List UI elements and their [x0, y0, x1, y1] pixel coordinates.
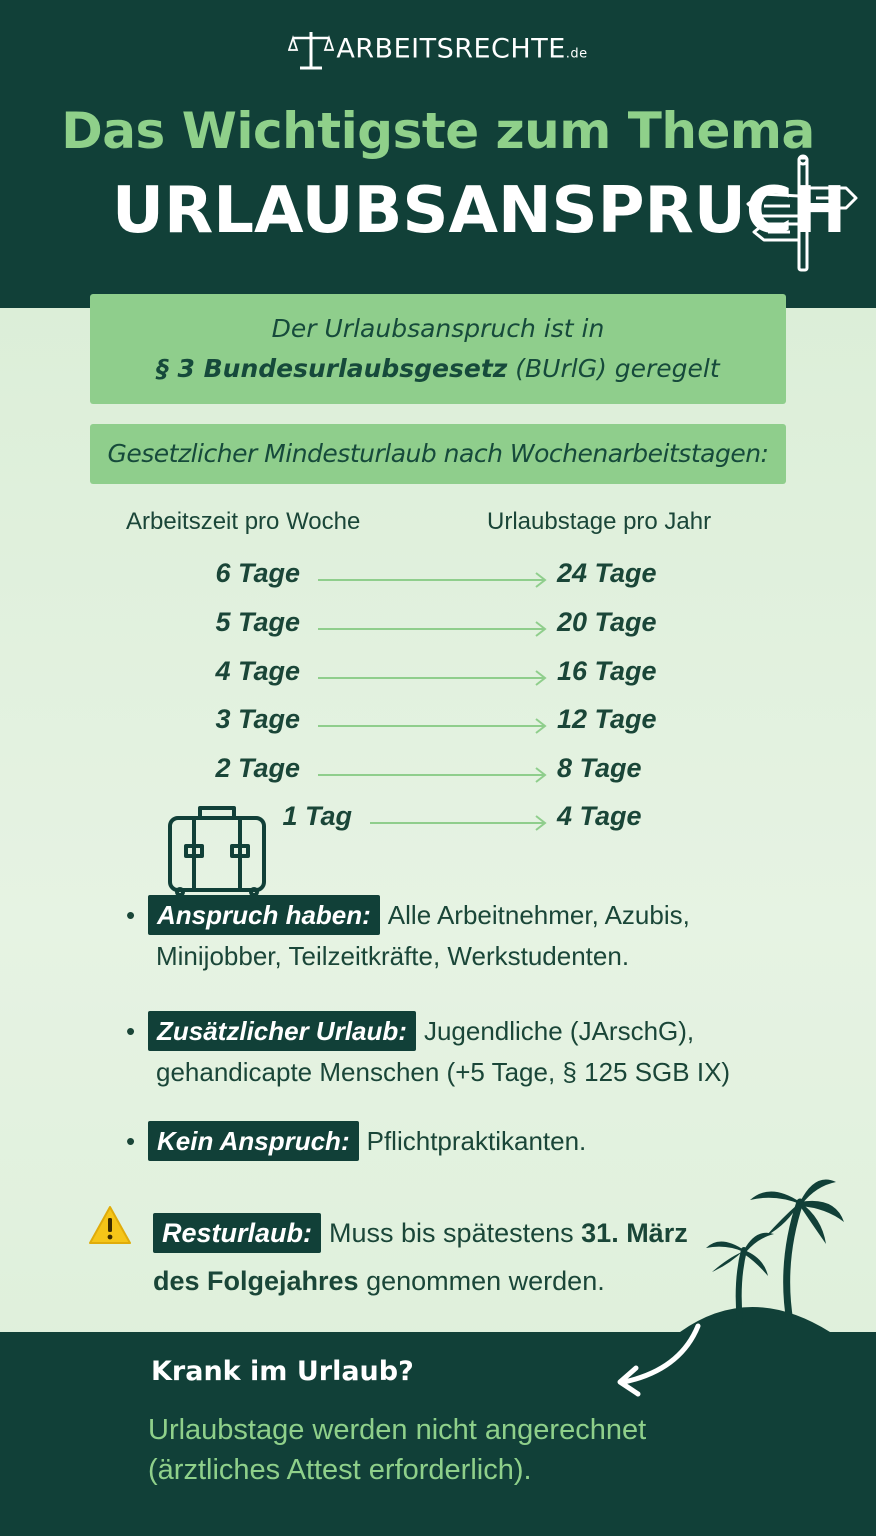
- table-row: [0, 558, 876, 598]
- row-vacation-days: 12 Tage: [557, 704, 657, 734]
- arrow-icon: [318, 716, 547, 736]
- table-row: [0, 607, 876, 647]
- legal-line-2-rest: (BUrlG) geregelt: [507, 354, 720, 383]
- tag-additional: Zusätzlicher Urlaub:: [148, 1011, 416, 1051]
- warning-icon: [88, 1204, 132, 1246]
- footer-text: [148, 1410, 646, 1490]
- resturlaub-block: [153, 1209, 688, 1305]
- arrow-icon: [318, 570, 547, 590]
- legal-line-2: [90, 349, 786, 389]
- bullet-additional-text-1: Jugendliche (JArschG),: [423, 1016, 695, 1046]
- row-work-days: 4 Tage: [215, 656, 300, 686]
- footer-line-1: Urlaubstage werden nicht angerechnet: [148, 1414, 647, 1446]
- row-work-days: 1 Tag: [282, 801, 352, 831]
- logo: [0, 28, 876, 72]
- row-work-days: 3 Tage: [215, 704, 300, 734]
- tag-not-entitled: Kein Anspruch:: [148, 1121, 359, 1161]
- legal-line-1: Der Urlaubsanspruch ist in: [271, 314, 605, 343]
- palm-island-icon: [640, 1172, 860, 1344]
- tag-resturlaub: Resturlaub:: [153, 1213, 321, 1253]
- logo-text: ARBEITSRECHTE: [336, 33, 566, 65]
- tag-entitled: Anspruch haben:: [148, 895, 380, 935]
- resturlaub-text-b: genommen werden.: [358, 1266, 605, 1296]
- scale-icon: [288, 28, 334, 72]
- legal-law-name: § 3 Bundesurlaubsgesetz: [156, 354, 508, 383]
- footer-title: Krank im Urlaub?: [151, 1356, 414, 1387]
- resturlaub-following-year: des Folgejahres: [153, 1266, 359, 1296]
- minimum-vacation-heading: Gesetzlicher Mindesturlaub nach Wochenarbeitstagen:: [90, 424, 786, 484]
- bullet-entitled-text-2: Minijobber, Teilzeitkräfte, Werkstudenten.: [156, 941, 630, 971]
- bullet-dot: •: [126, 1016, 136, 1046]
- curved-arrow-icon: [610, 1320, 710, 1400]
- table-row: [0, 753, 876, 793]
- bullet-entitled-text-1: Alle Arbeitnehmer, Azubis,: [387, 900, 690, 930]
- title-line-1: Das Wichtigste zum Thema: [61, 102, 815, 160]
- signpost-icon: [742, 154, 860, 274]
- row-vacation-days: 4 Tage: [557, 801, 642, 831]
- arrow-icon: [318, 668, 547, 688]
- bullet-dot: •: [126, 900, 136, 930]
- row-work-days: 2 Tage: [215, 753, 300, 783]
- suitcase-icon: [164, 804, 270, 896]
- row-vacation-days: 16 Tage: [557, 656, 657, 686]
- resturlaub-text-a: Muss bis spätestens: [329, 1218, 582, 1248]
- row-vacation-days: 20 Tage: [557, 607, 657, 637]
- arrow-icon: [318, 765, 547, 785]
- bullet-additional-text-2: gehandicapte Menschen (+5 Tage, § 125 SGB IX): [156, 1057, 731, 1087]
- table-row: [0, 656, 876, 696]
- footer-line-2: (ärztliches Attest erforderlich).: [148, 1454, 532, 1486]
- column-header-work-days: Arbeitszeit pro Woche: [126, 508, 361, 535]
- resturlaub-date: 31. März: [581, 1218, 688, 1248]
- arrow-icon: [318, 619, 547, 639]
- row-work-days: 6 Tage: [215, 558, 300, 588]
- logo-tld: .de: [565, 46, 588, 62]
- title-line-2: URLAUBSANSPRUCH: [112, 174, 847, 248]
- row-vacation-days: 8 Tage: [557, 753, 642, 783]
- table-row: [0, 801, 876, 841]
- row-work-days: 5 Tage: [215, 607, 300, 637]
- column-header-vacation-days: Urlaubstage pro Jahr: [487, 508, 712, 535]
- legal-basis-box: [90, 294, 786, 404]
- table-row: [0, 704, 876, 744]
- row-vacation-days: 24 Tage: [557, 558, 657, 588]
- bullet-dot: •: [126, 1126, 136, 1156]
- arrow-icon: [370, 813, 547, 833]
- bullet-not-entitled-text: Pflichtpraktikanten.: [366, 1126, 587, 1156]
